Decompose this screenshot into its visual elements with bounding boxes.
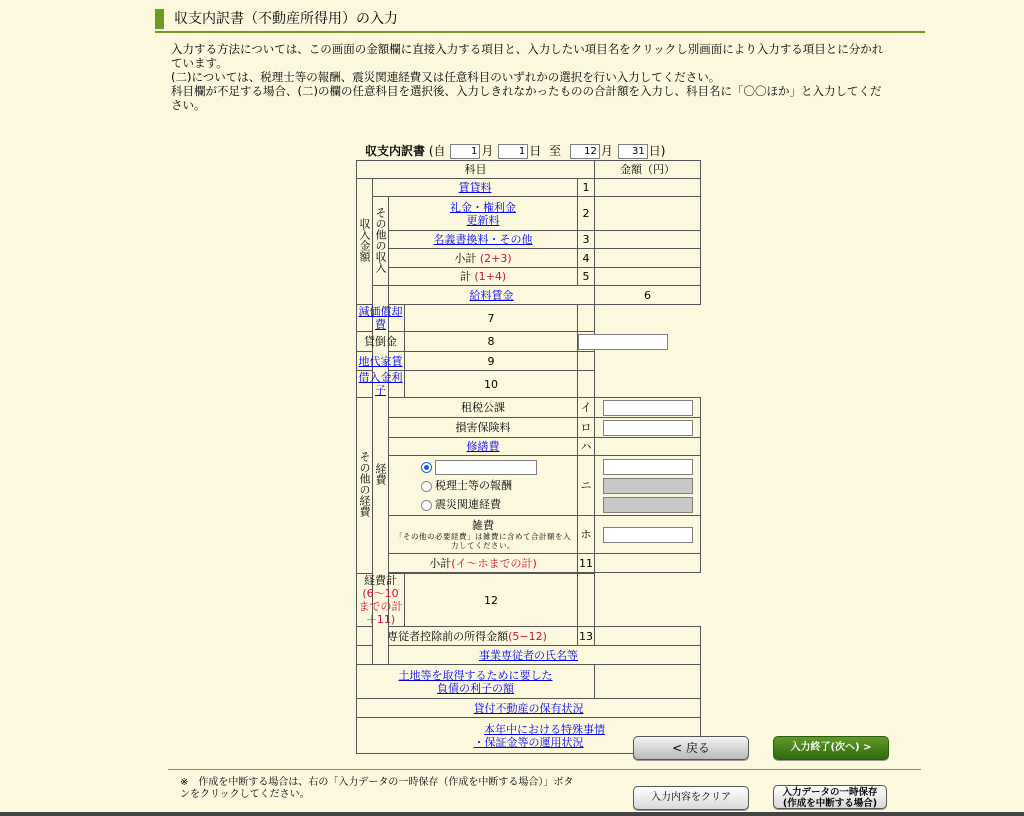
total-label <box>389 268 578 286</box>
footer-divider <box>168 769 921 770</box>
radio-disaster[interactable] <box>421 500 432 511</box>
row-num: 12 <box>405 574 578 627</box>
misc-label <box>389 516 578 554</box>
month-unit: 月 <box>600 144 613 158</box>
amount-cell <box>578 305 595 332</box>
link-rent[interactable]: 賃貸料 <box>458 181 492 194</box>
row-num: 1 <box>578 179 595 197</box>
amount-cell <box>595 554 701 573</box>
custom-item-name-input[interactable] <box>435 460 537 475</box>
link-family-employee[interactable]: 事業専従者の氏名等 <box>479 648 579 662</box>
link-special-circumstances[interactable] <box>474 723 606 749</box>
expense-subtotal-text: 小計 <box>429 556 452 570</box>
row-num: 2 <box>578 197 595 231</box>
intro-line: 入力する方法については、この画面の金額欄に直接入力する項目と、入力したい項目名をクリックし別画面により入力する項目とに分かれています。 <box>171 42 884 70</box>
expense-total-note: (6〜10までの計＋11) <box>358 587 403 626</box>
bad-debt-input[interactable] <box>578 334 668 350</box>
to-month-input[interactable]: 12 <box>570 144 600 159</box>
link-rental-property[interactable]: 貸付不動産の保有状況 <box>473 701 584 715</box>
income-before-text: 専従者控除前の所得金額 <box>387 629 509 643</box>
intro-line: 科目欄が不足する場合、(二)の欄の任意科目を選択後、入力しきれなかったものの合計額を入力し、科目名に「〇〇ほか」と入力してください。 <box>171 84 882 112</box>
radio-tax-accountant[interactable] <box>421 481 432 492</box>
link-land-debt-interest-line2: 負債の利子の額 <box>437 681 515 695</box>
link-special-line2: ・保証金等の運用状況 <box>473 735 584 749</box>
insurance-input[interactable] <box>603 420 693 436</box>
other-expense-text: その他の経費 <box>358 451 371 517</box>
row-num: ロ <box>578 418 595 438</box>
taxes-label: 租税公課 <box>389 398 578 418</box>
link-salaries[interactable]: 給料賃金 <box>469 288 514 302</box>
link-depreciation[interactable]: 減価償却費 <box>358 305 403 331</box>
row-num: 8 <box>405 332 578 352</box>
row-num: 9 <box>405 352 578 371</box>
row-num: イ <box>578 398 595 418</box>
amount-cell <box>595 438 701 456</box>
optional-amount-input[interactable] <box>603 459 693 475</box>
row-num: 11 <box>578 554 595 573</box>
income-before-note: (5−12) <box>508 629 547 643</box>
from-month-input[interactable]: 1 <box>450 144 480 159</box>
from-day-input[interactable]: 1 <box>498 144 528 159</box>
row-num: 3 <box>578 231 595 249</box>
save-line2: (作成を中断する場合) <box>782 798 878 809</box>
page-title: 収支内訳書（不動産所得用）の入力 <box>174 11 398 27</box>
save-draft-button[interactable] <box>773 785 887 809</box>
period-to: 至 <box>549 144 562 158</box>
other-income-text: その他の収入 <box>374 206 387 273</box>
title-marker <box>155 9 164 29</box>
back-button[interactable]: < 戻る <box>633 736 749 760</box>
next-button[interactable]: 入力終了(次へ) > <box>773 736 889 760</box>
income-group-label <box>357 179 373 305</box>
amount-cell <box>595 249 701 268</box>
row-num: ニ <box>578 456 595 516</box>
intro-line: (二)については、税理士等の報酬、震災関連経費又は任意科目のいずれかの選択を行い入力してください。 <box>171 70 721 84</box>
expense-total-text: 経費計 <box>364 574 397 587</box>
disaster-amount <box>603 497 693 513</box>
option-disaster: 震災関連経費 <box>435 498 501 511</box>
period-row <box>365 143 665 159</box>
link-land-debt-interest[interactable] <box>399 669 553 695</box>
save-line1: 入力データの一時保存 <box>782 787 878 798</box>
bottom-edge <box>0 812 1024 816</box>
footer-note: ※ 作成を中断する場合は、右の「入力データの一時保存（作成を中断する場合）」ボタンをクリックしてください。 <box>180 777 574 800</box>
link-renewal-fee[interactable]: 更新料 <box>466 213 500 227</box>
bad-debt-label: 貸倒金 <box>357 332 405 352</box>
row-num: 4 <box>578 249 595 268</box>
link-loan-interest[interactable]: 借入金利子 <box>358 371 403 397</box>
misc-note: 「その他の必要経費」は雑費に含めて合計額を入力してください。 <box>395 532 571 550</box>
period-open: (自 <box>428 144 446 158</box>
amount-cell <box>595 627 701 646</box>
tax-accountant-amount <box>603 478 693 494</box>
radio-custom[interactable] <box>421 462 432 473</box>
amount-cell <box>595 268 701 286</box>
income-group-text: 収入金額 <box>358 218 371 262</box>
row-num: ホ <box>578 516 595 554</box>
total-text: 計 <box>459 270 471 283</box>
other-income-label <box>373 197 389 286</box>
period-close: 日) <box>648 144 666 158</box>
header-amount: 金額（円） <box>595 161 701 179</box>
link-special-line1: 本年中における特殊事情 <box>484 722 606 736</box>
row-num: 7 <box>405 305 578 332</box>
link-repairs[interactable]: 修繕費 <box>466 440 500 453</box>
month-unit: 月 <box>481 144 494 158</box>
amount-cell <box>578 371 595 398</box>
clear-button[interactable]: 入力内容をクリア <box>633 786 749 810</box>
subtotal-label <box>389 249 578 268</box>
page-header <box>155 9 925 33</box>
income-before-label <box>357 627 578 646</box>
misc-input[interactable] <box>603 527 693 543</box>
link-key-money[interactable]: 礼金・権利金 <box>450 200 516 214</box>
subtotal-note: (2+3) <box>479 251 512 265</box>
amount-cell <box>595 665 701 699</box>
optional-amount-cell <box>595 456 701 516</box>
other-expense-label <box>357 398 373 574</box>
row-num: 13 <box>578 627 595 646</box>
amount-cell <box>595 197 701 231</box>
expense-subtotal-note: (イ〜ホまでの計) <box>451 556 537 570</box>
to-day-input[interactable]: 31 <box>618 144 648 159</box>
amount-cell <box>578 574 595 627</box>
day-unit: 日 <box>529 144 542 158</box>
subtotal-text: 小計 <box>454 251 477 265</box>
optional-item-options <box>389 456 578 516</box>
period-label: 収支内訳書 <box>365 144 426 158</box>
taxes-input[interactable] <box>603 400 693 416</box>
expense-total-label <box>357 574 405 627</box>
amount-cell <box>595 231 701 249</box>
amount-cell <box>595 179 701 197</box>
option-tax-accountant: 税理士等の報酬 <box>435 479 512 492</box>
link-name-change-fee[interactable]: 名義書換料・その他 <box>433 233 533 246</box>
total-note: (1+4) <box>474 270 507 283</box>
link-land-rent[interactable]: 地代家賃 <box>358 354 403 368</box>
link-land-debt-interest-line1: 土地等を取得するために要した <box>398 668 553 682</box>
row-num: 10 <box>405 371 578 398</box>
intro-text <box>171 42 891 112</box>
misc-text: 雑費 <box>472 519 494 532</box>
row-num: ハ <box>578 438 595 456</box>
amount-cell <box>578 352 595 371</box>
header-item: 科目 <box>357 161 595 179</box>
expense-subtotal-label <box>389 554 578 573</box>
expense-group-text: 経費 <box>374 462 387 485</box>
income-expense-table <box>356 160 701 754</box>
insurance-label: 損害保険料 <box>389 418 578 438</box>
row-num: 5 <box>578 268 595 286</box>
row-num: 6 <box>595 286 701 305</box>
